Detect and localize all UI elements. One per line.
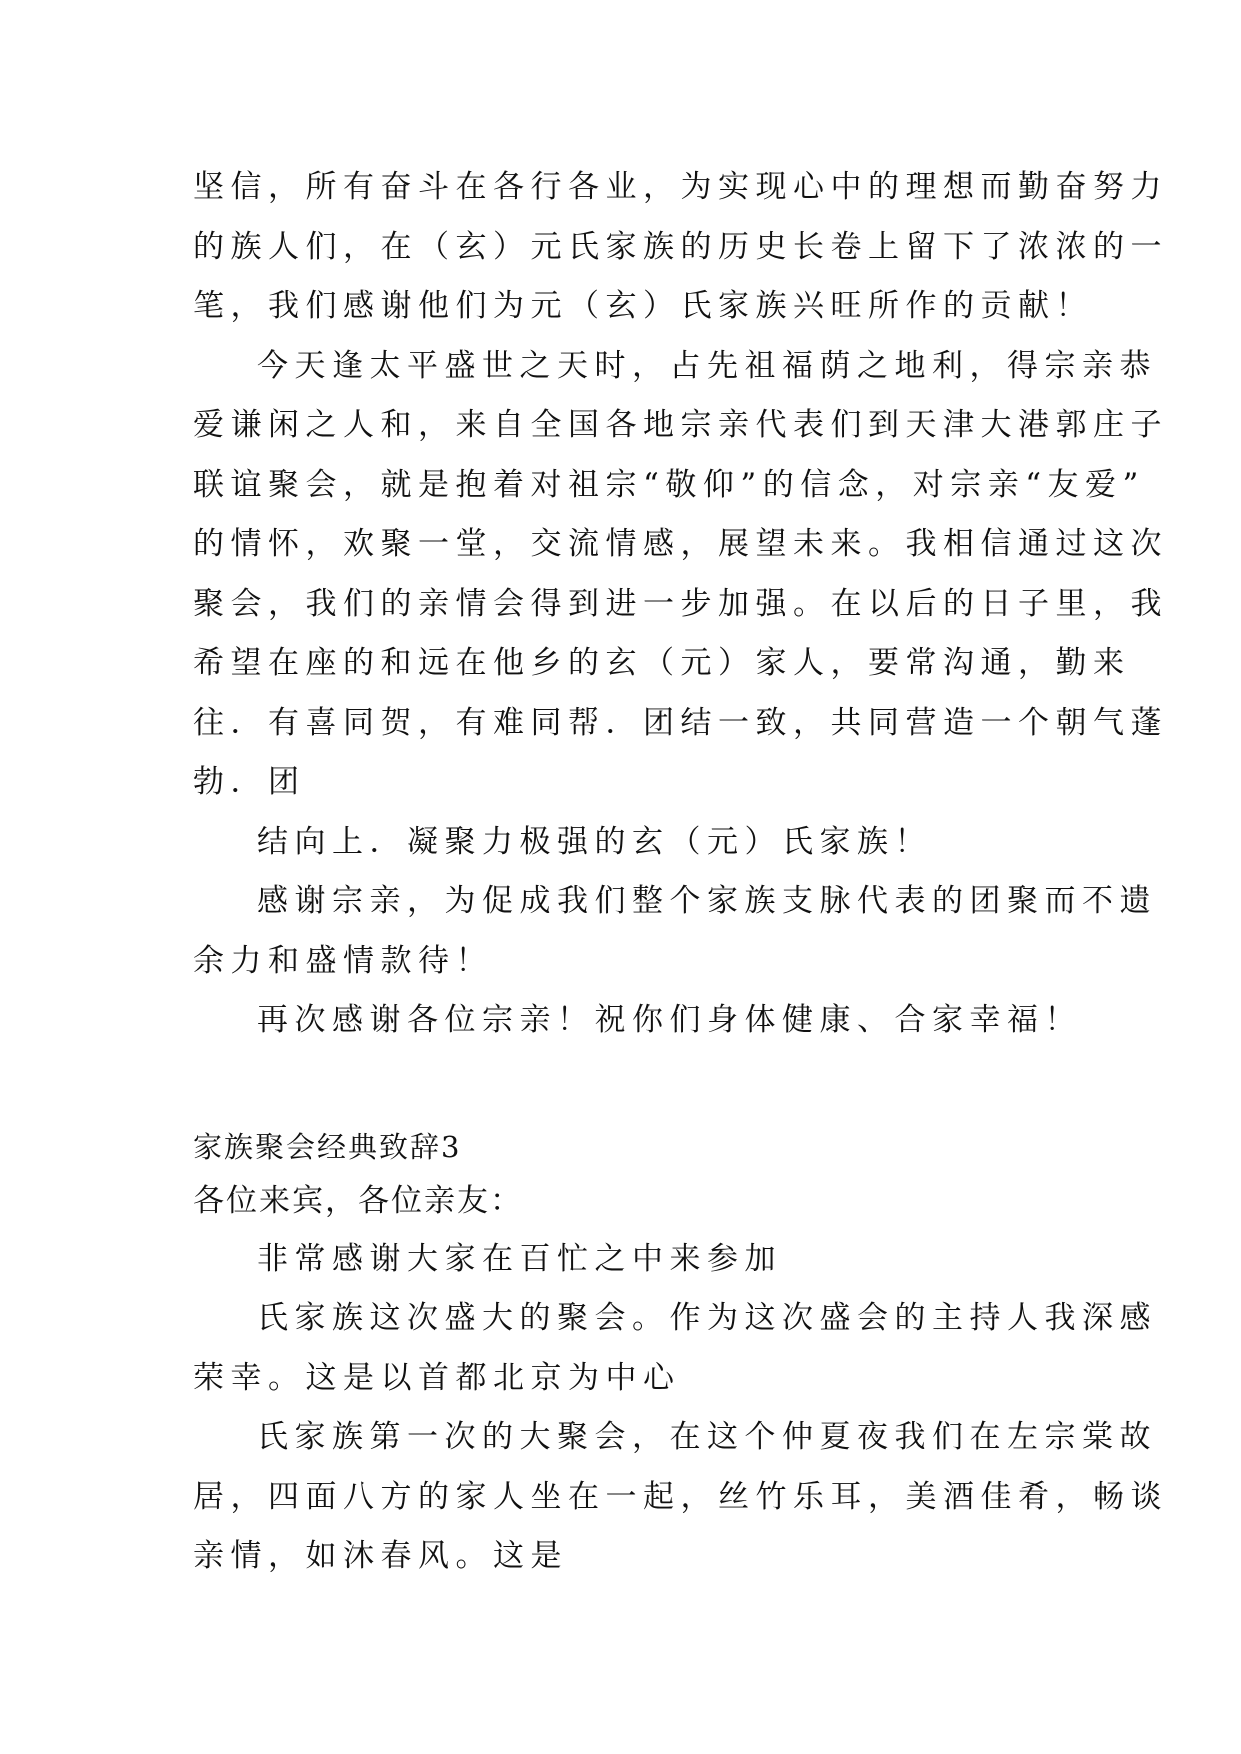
paragraph-start-line: 非常感谢大家在百忙之中来参加 xyxy=(257,1240,782,1277)
section-heading: 家族聚会经典致辞3 xyxy=(193,1129,462,1164)
body-line: 荣幸。这是以首都北京为中心 xyxy=(193,1359,681,1396)
document-body xyxy=(193,158,1168,1587)
body-line: 爱谦闲之人和，来自全国各地宗亲代表们到天津大港郭庄子 xyxy=(193,407,1168,443)
body-line: 坚信，所有奋斗在各行各业，为实现心中的理想而勤奋努力 xyxy=(193,169,1168,205)
paragraph-start-line: 氏家族这次盛大的聚会。作为这次盛会的主持人我深感 xyxy=(257,1300,1157,1336)
body-line: 往．有喜同贺，有难同帮．团结一致，共同营造一个朝气蓬 xyxy=(193,704,1168,741)
salutation: 各位来宾，各位亲友： xyxy=(193,1182,523,1219)
body-line: 亲情，如沐春风。这是 xyxy=(193,1538,568,1574)
body-line: 的族人们，在（玄）元氏家族的历史长卷上留下了浓浓的一 xyxy=(193,228,1168,265)
paragraph-start-line: 结向上．凝聚力极强的玄（元）氏家族！ xyxy=(257,823,932,860)
body-line: 聚会，我们的亲情会得到进一步加强。在以后的日子里，我 xyxy=(193,585,1168,622)
body-line: 居，四面八方的家人坐在一起，丝竹乐耳，美酒佳肴，畅谈 xyxy=(193,1478,1168,1515)
body-line: 联谊聚会，就是抱着对祖宗“敬仰”的信念，对宗亲“友爱” xyxy=(193,466,1145,503)
body-line: 希望在座的和远在他乡的玄（元）家人，要常沟通，勤来 xyxy=(193,645,1131,681)
section-spacer xyxy=(193,1051,1048,1121)
body-line: 勃．团 xyxy=(193,764,306,800)
body-line: 余力和盛情款待！ xyxy=(193,942,493,979)
paragraph-start-line: 再次感谢各位宗亲！祝你们身体健康、合家幸福！ xyxy=(257,1002,1082,1038)
body-line: 的情怀，欢聚一堂，交流情感，展望未来。我相信通过这次 xyxy=(193,526,1168,562)
paragraph-start-line: 今天逢太平盛世之天时，占先祖福荫之地利，得宗亲恭 xyxy=(257,347,1157,384)
paragraph-start-line: 感谢宗亲，为促成我们整个家族支脉代表的团聚而不遗 xyxy=(257,883,1157,919)
body-line: 笔，我们感谢他们为元（玄）氏家族兴旺所作的贡献！ xyxy=(193,288,1093,324)
paragraph-start-line: 氏家族第一次的大聚会，在这个仲夏夜我们在左宗棠故 xyxy=(257,1419,1157,1455)
